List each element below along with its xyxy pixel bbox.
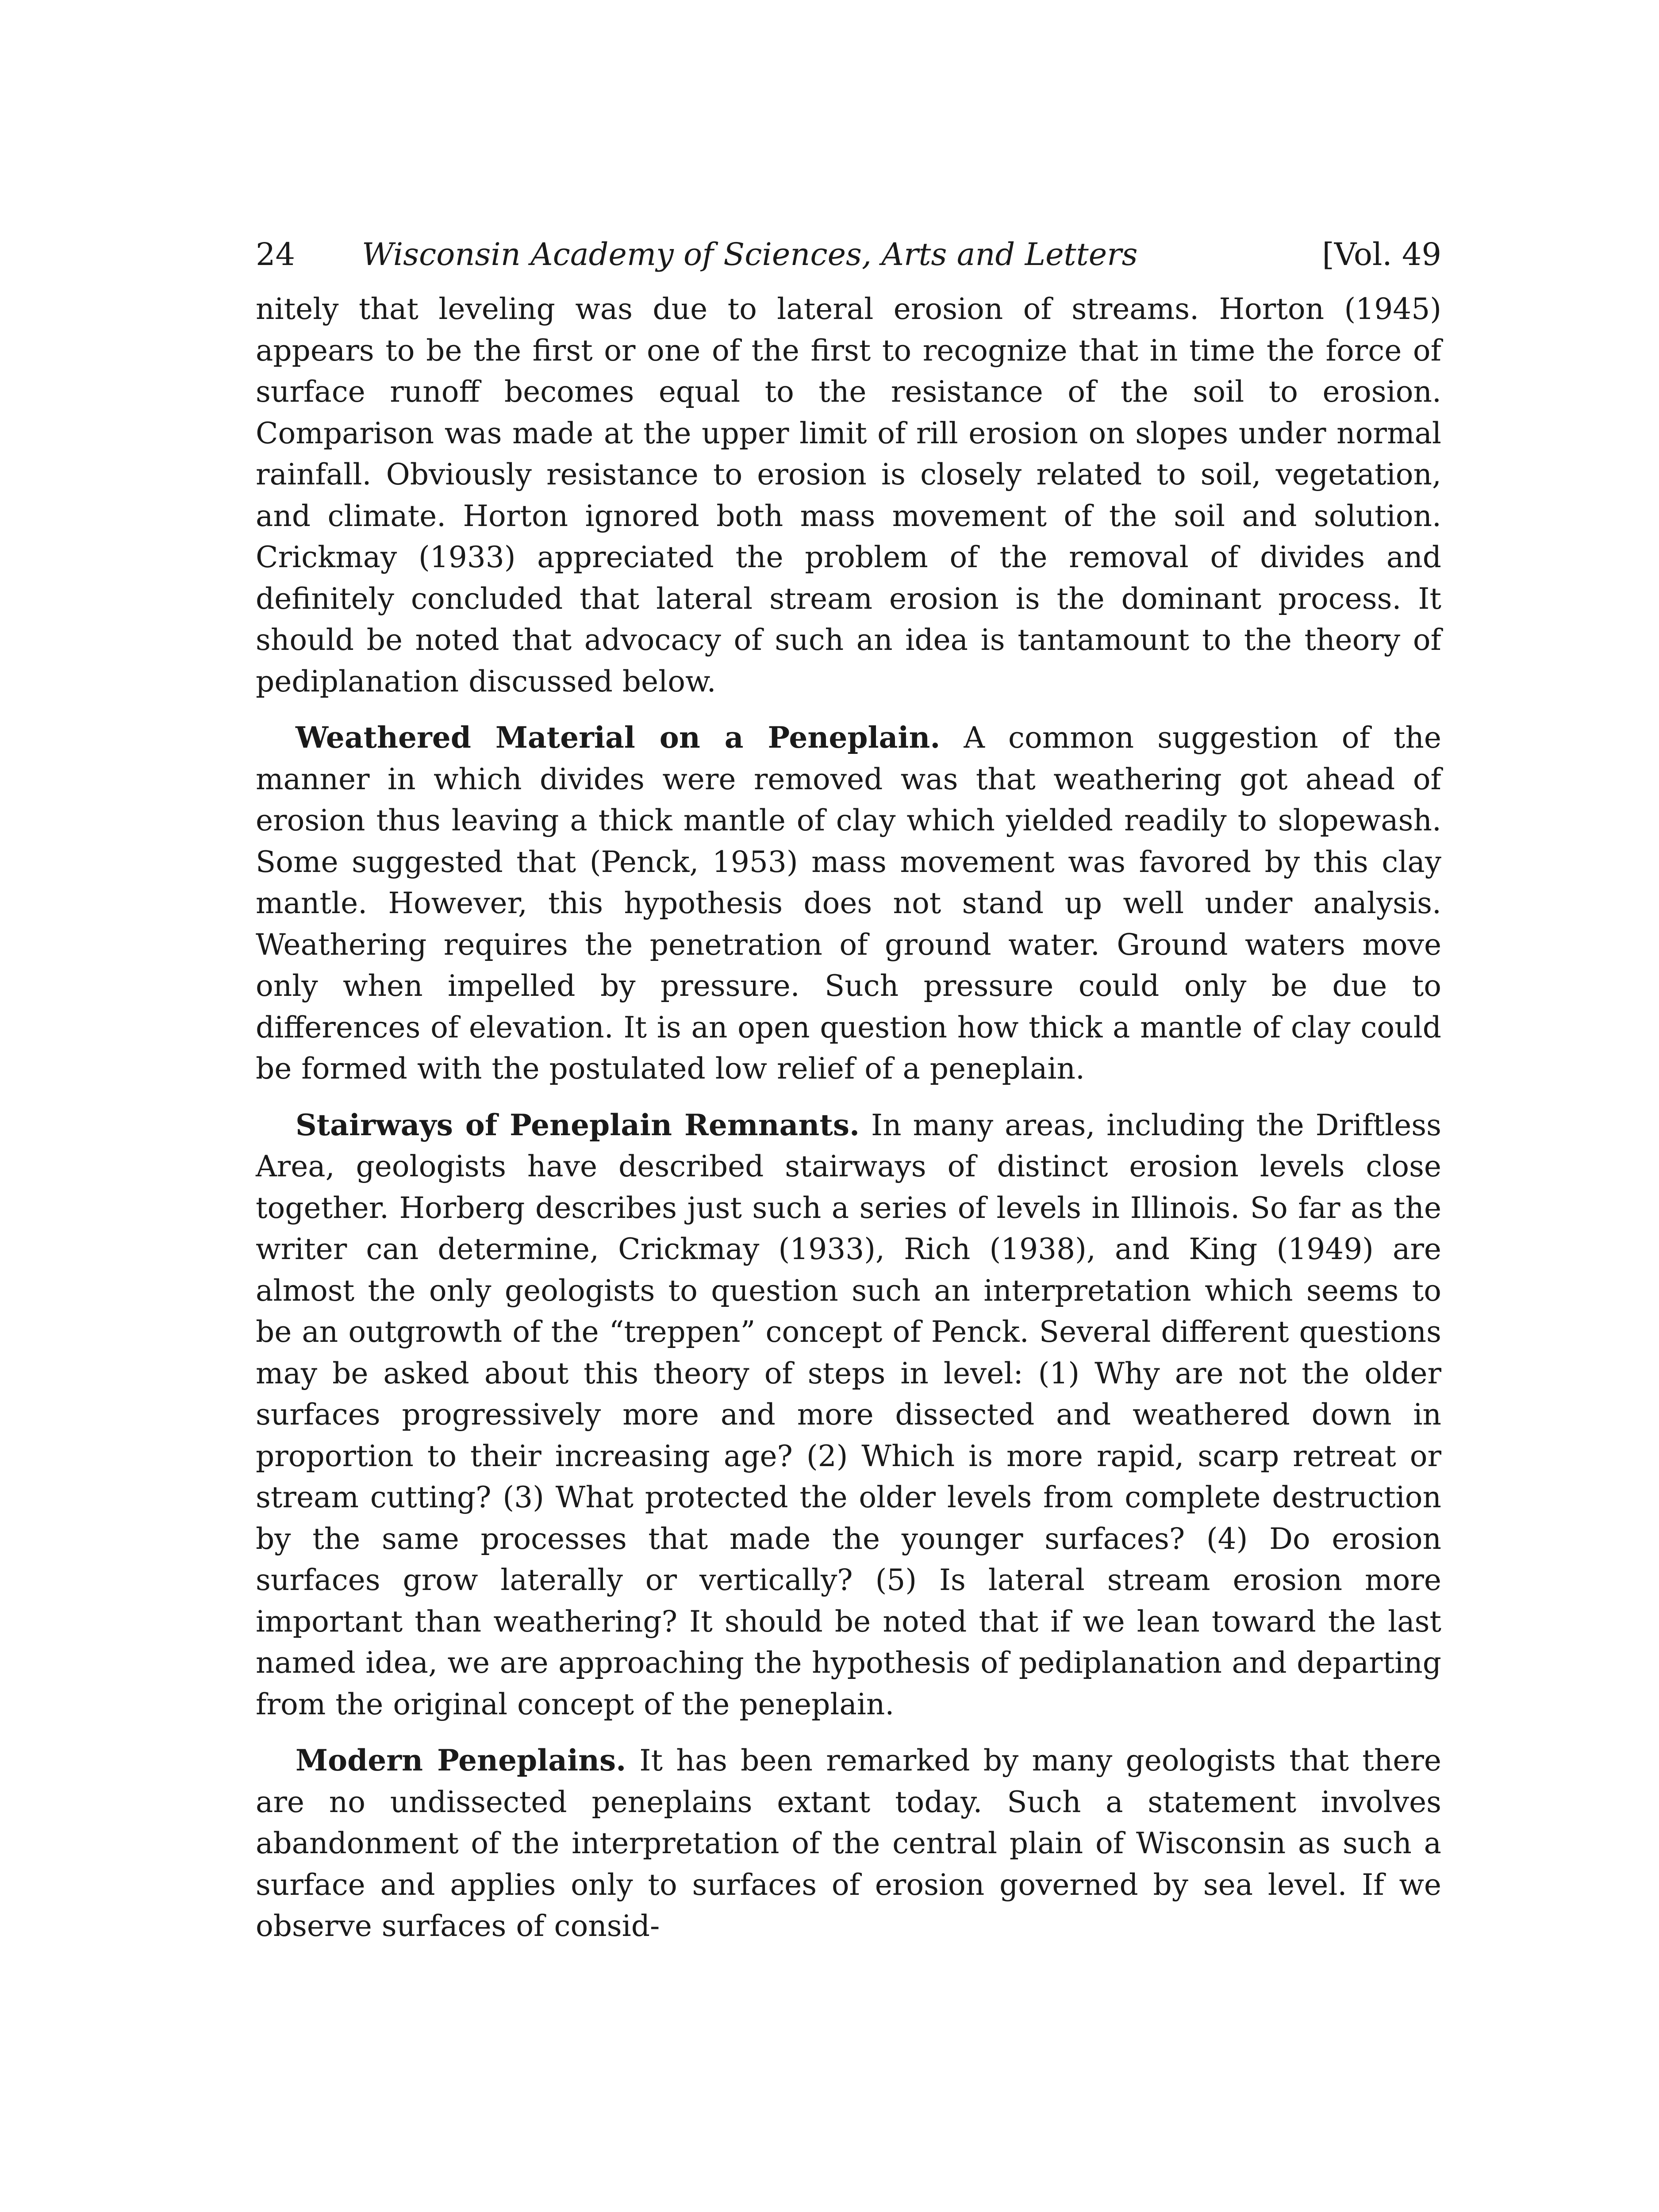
journal-title: Wisconsin Academy of Sciences, Arts and Letters <box>362 236 1138 273</box>
volume-number: [Vol. 49 <box>1322 236 1441 273</box>
section-heading-modern-peneplains: Modern Peneplains. <box>296 1743 626 1778</box>
section-heading-stairways: Stairways of Peneplain Remnants. <box>296 1107 860 1142</box>
running-head <box>256 230 1441 279</box>
paragraph-text: It has been remarked by many geologists that there are no undissected peneplains extant today. Such a statement involves abandonment of the interpretation of the central plain of Wisconsin as such a surface and applies only to surfaces of erosion governed by sea level. If we observe surfaces of consid- <box>256 1743 1441 1943</box>
paragraph-weathered-material <box>256 717 1441 1090</box>
paragraph-text: In many areas, including the Driftless Area, geologists have described stairways of distinct erosion levels close together. Horberg describes just such a series of levels in Illinois. So far as the writer can determine, Crickmay (1933), Rich (1938), and King (1949) are almost the only geologists to question such an interpretation which seems to be an outgrowth of the “treppen” concept of Penck. Several different questions may be asked about this theory of steps in level: (1) Why are not the older surfaces progressively more and more dissected and weathered down in proportion to their increasing age? (2) Which is more rapid, scarp retreat or stream cutting? (3) What protected the older levels from complete destruction by the same processes that made the younger surfaces? (4) Do erosion surfaces grow laterally or vertically? (5) Is lateral stream erosion more important than weathering? It should be noted that if we lean toward the last named idea, we are approaching the hypothesis of pediplanation and departing from the original concept of the peneplain. <box>256 1108 1442 1721</box>
body-text <box>256 288 1441 1947</box>
page-number: 24 <box>256 236 296 273</box>
paragraph-modern-peneplains <box>256 1740 1441 1947</box>
paragraph-text: A common suggestion of the manner in which divides were removed was that weathering got ahead of erosion thus leaving a thick mantle of clay which yielded readily to slopewash. Some suggested that (Penck, 1953) mass movement was favored by this clay mantle. However, this hypothesis does not stand up well under analysis. Weathering requires the penetration of ground water. Ground waters move only when impelled by pressure. Such pressure could only be due to differences of elevation. It is an open question how thick a mantle of clay could be formed with the postulated low relief of a peneplain. <box>256 721 1441 1086</box>
document-page <box>256 230 1441 1962</box>
paragraph-text: nitely that leveling was due to lateral erosion of streams. Horton (1945) appears to be the first or one of the first to recognize that in time the force of surface runoff becomes equal to the resistance of the soil to erosion. Comparison was made at the upper limit of rill erosion on slopes under normal rainfall. Obviously resistance to erosion is closely related to soil, vegetation, and climate. Horton ignored both mass movement of the soil and solution. Crickmay (1933) appreciated the problem of the removal of divides and definitely concluded that lateral stream erosion is the dominant process. It should be noted that advocacy of such an idea is tantamount to the theory of pediplanation discussed below. <box>256 292 1441 699</box>
section-heading-weathered-material: Weathered Material on a Peneplain. <box>296 720 941 755</box>
paragraph-stairways <box>256 1105 1441 1725</box>
paragraph-continued <box>256 288 1441 702</box>
